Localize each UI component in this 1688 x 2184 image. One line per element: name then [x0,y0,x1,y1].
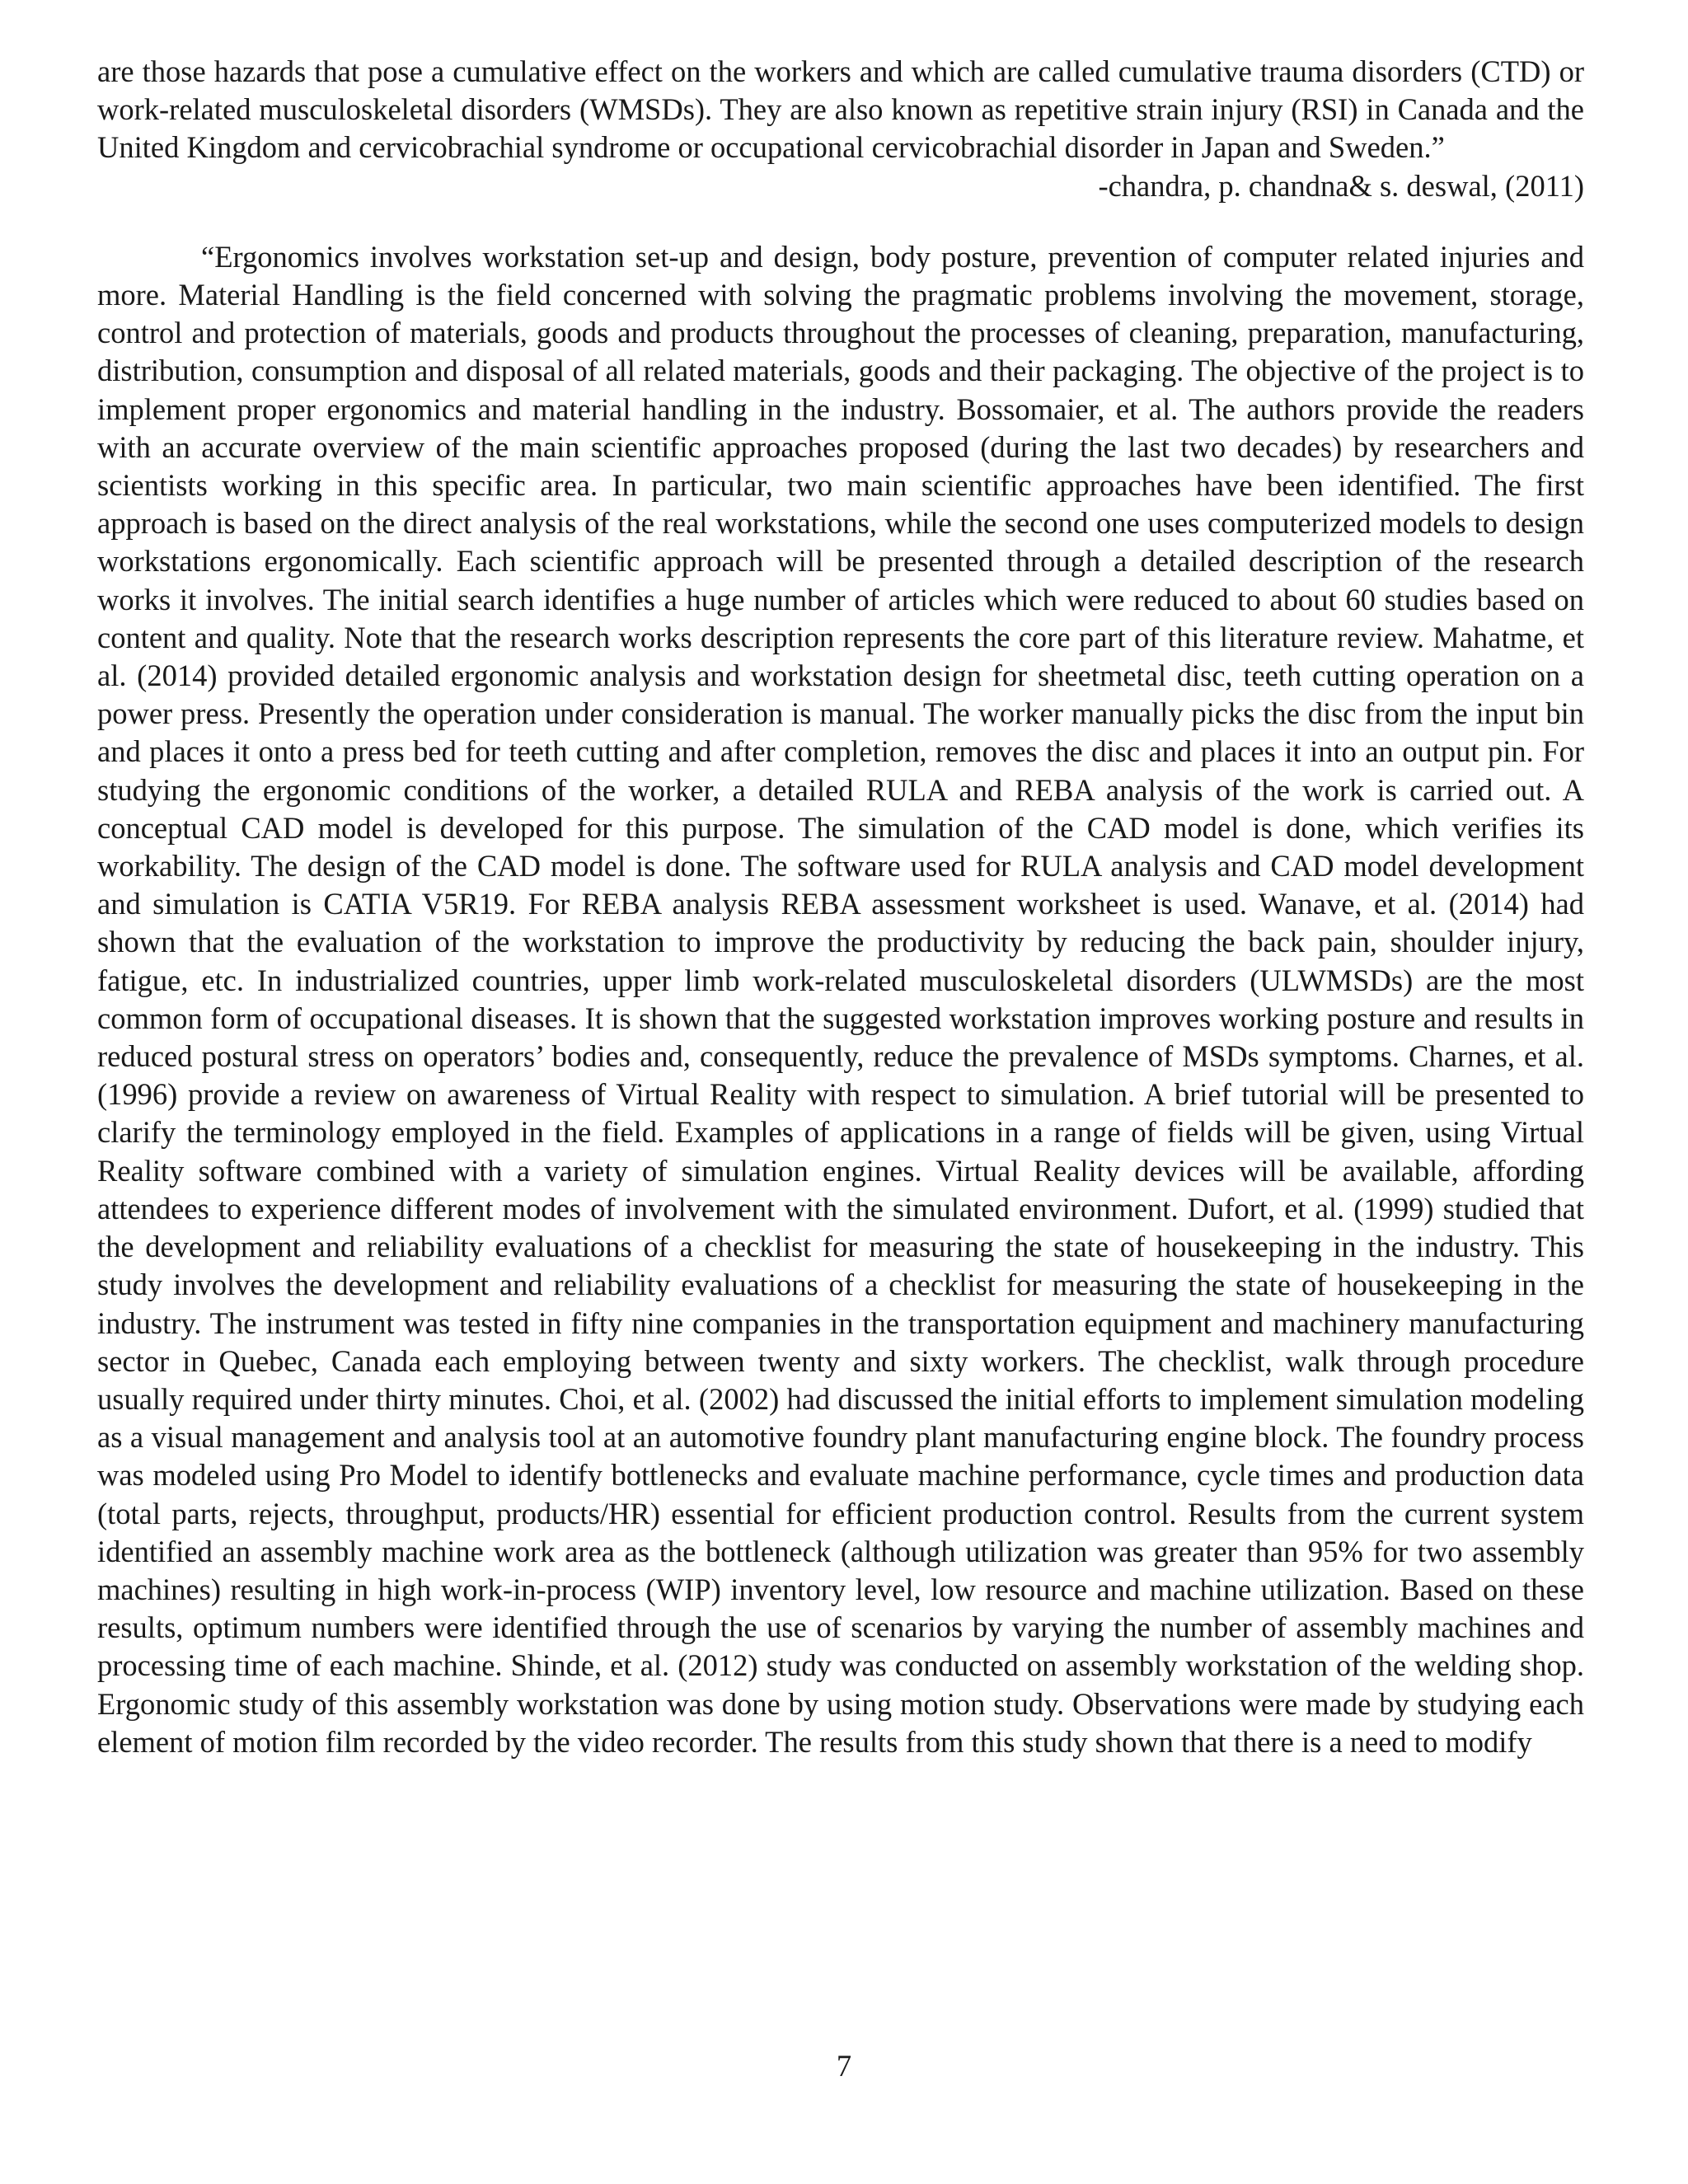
main-paragraph: “Ergonomics involves workstation set-up and design, body posture, prevention of computer related injuries and more. Material Handling is the field concerned with solving the pragmatic problems involving the movement, storage, control and protection of materials, goods and products throughout the processes of cleaning, preparation, manufacturing, distribution, consumption and disposal of all related materials, goods and their packaging. The objective of the project is to implement proper ergonomics and material handling in the industry. Bossomaier, et al. The authors provide the readers with an accurate overview of the main scientific approaches proposed (during the last two decades) by researchers and scientists working in this specific area. In particular, two main scientific approaches have been identified. The first approach is based on the direct analysis of the real workstations, while the second one uses computerized models to design workstations ergonomically. Each scientific approach will be presented through a detailed description of the research works it involves. The initial search identifies a huge number of articles which were reduced to about 60 studies based on content and quality. Note that the research works description represents the core part of this literature review. Mahatme, et al. (2014) provided detailed ergonomic analysis and workstation design for sheetmetal disc, teeth cutting operation on a power press. Presently the operation under consideration is manual. The worker manually picks the disc from the input bin and places it onto a press bed for teeth cutting and after completion, removes the disc and places it into an output pin. For studying the ergonomic conditions of the worker, a detailed RULA and REBA analysis of the work is carried out. A conceptual CAD model is developed for this purpose. The simulation of the CAD model is done, which verifies its workability. The design of the CAD model is done. The software used for RULA analysis and CAD model development and simulation is CATIA V5R19. For REBA analysis REBA assessment worksheet is used. Wanave, et al. (2014) had shown that the evaluation of the workstation to improve the productivity by reducing the back pain, shoulder injury, fatigue, etc. In industrialized countries, upper limb work-related musculoskeletal disorders (ULWMSDs) are the most common form of occupational diseases. It is shown that the suggested workstation improves working posture and results in reduced postural stress on operators’ bodies and, consequently, reduce the prevalence of MSDs symptoms. Charnes, et al. (1996) provide a review on awareness of Virtual Reality with respect to simulation. A brief tutorial will be presented to clarify the terminology employed in the field. Examples of applications in a range of fields will be given, using Virtual Reality software combined with a variety of simulation engines. Virtual Reality devices will be available, affording attendees to experience different modes of involvement with the simulated environment. Dufort, et al. (1999) studied that the development and reliability evaluations of a checklist for measuring the state of housekeeping in the industry. This study involves the development and reliability evaluations of a checklist for measuring the state of housekeeping in the industry. The instrument was tested in fifty nine companies in the transportation equipment and machinery manufacturing sector in Quebec, Canada each employing between twenty and sixty workers. The checklist, walk through procedure usually required under thirty minutes. Choi, et al. (2002) had discussed the initial efforts to implement simulation modeling as a visual management and analysis tool at an automotive foundry plant manufacturing engine block. The foundry process was modeled using Pro Model to identify bottlenecks and evaluate machine performance, cycle times and production data (total parts, rejects, throughput, products/HR) essential for efficient production control. Results from the current system identified an assembly machine work area as the bottleneck (although utilization was greater than 95% for two assembly machines) resulting in high work-in-process (WIP) inventory level, low resource and machine utilization. Based on these results, optimum numbers were identified through the use of scenarios by varying the number of assembly machines and processing time of each machine. Shinde, et al. (2012) study was conducted on assembly workstation of the welding shop. Ergonomic study of this assembly workstation was done by using motion study. Observations were made by studying each element of motion film recorded by the video recorder. The results from this study shown that there is a need to modify [97,239,1584,1759]
body-text [97,53,1584,1761]
quote-citation: -chandra, p. chandna& s. deswal, (2011) [1098,168,1584,203]
quote-continuation-paragraph: are those hazards that pose a cumulative effect on the workers and which are called cumulative trauma disorders (CTD) or work-related musculoskeletal disorders (WMSDs). They are also known as repetitive strain injury (RSI) in Canada and the United Kingdom and cervicobrachial syndrome or occupational cervicobrachial disorder in Japan and Sweden.” [97,54,1584,165]
page-number: 7 [836,2049,852,2083]
